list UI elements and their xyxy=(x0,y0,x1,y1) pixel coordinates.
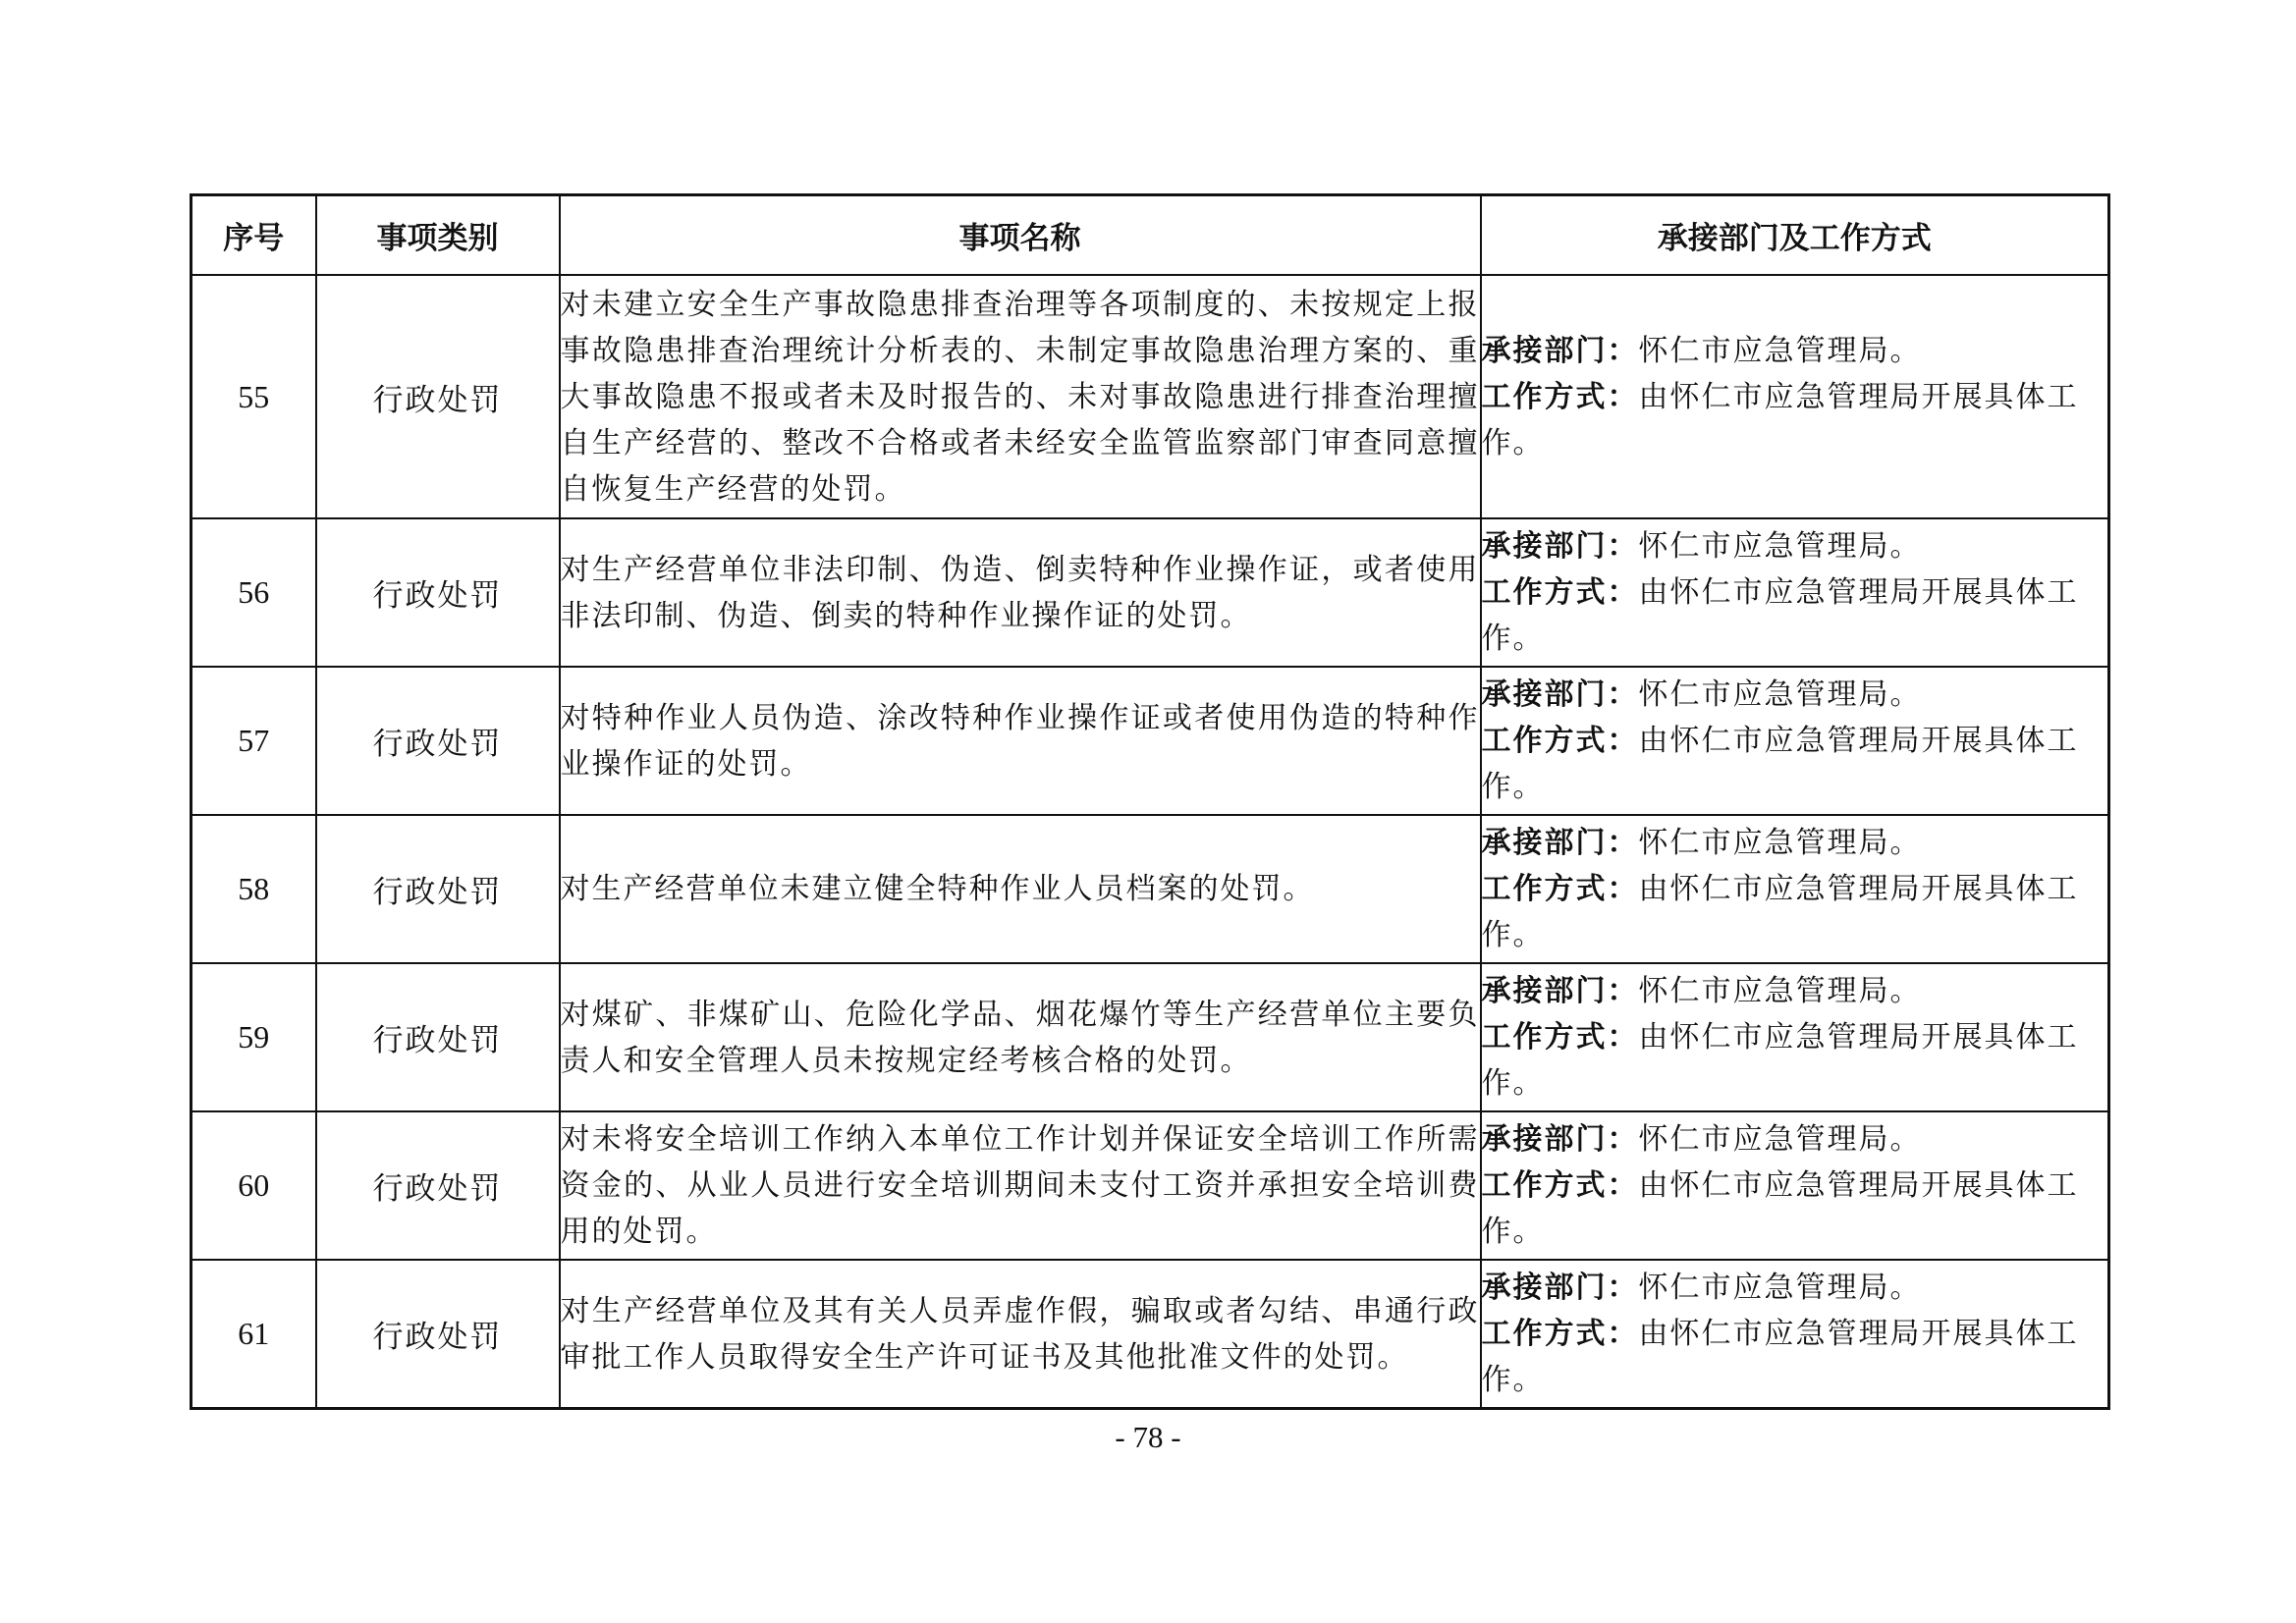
row-item-name: 对未将安全培训工作纳入本单位工作计划并保证安全培训工作所需资金的、从业人员进行安全培训期间未支付工资并承担安全培训费用的处罚。 xyxy=(560,1111,1481,1260)
row-item-name: 对生产经营单位未建立健全特种作业人员档案的处罚。 xyxy=(560,815,1481,963)
row-category: 行政处罚 xyxy=(316,1111,560,1260)
row-category: 行政处罚 xyxy=(316,518,560,667)
header-category: 事项类别 xyxy=(316,195,560,276)
table-body xyxy=(191,275,2109,1409)
method-value: 由怀仁市应急管理局开展具体工作。 xyxy=(1481,575,2079,656)
method-value: 由怀仁市应急管理局开展具体工作。 xyxy=(1481,1168,2079,1249)
department-line xyxy=(1482,968,2108,1014)
table-row xyxy=(191,1111,2109,1260)
table-row xyxy=(191,275,2109,518)
method-line xyxy=(1482,1014,2108,1107)
row-number: 57 xyxy=(191,667,316,815)
method-line xyxy=(1482,866,2108,958)
row-category: 行政处罚 xyxy=(316,815,560,963)
department-value: 怀仁市应急管理局。 xyxy=(1638,677,1922,712)
row-item-name: 对生产经营单位及其有关人员弄虚作假，骗取或者勾结、串通行政审批工作人员取得安全生产许可证书及其他批准文件的处罚。 xyxy=(560,1260,1481,1409)
header-row xyxy=(191,195,2109,276)
row-department-method xyxy=(1481,963,2109,1111)
table-row xyxy=(191,518,2109,667)
department-value: 怀仁市应急管理局。 xyxy=(1638,333,1922,368)
row-item-name: 对生产经营单位非法印制、伪造、倒卖特种作业操作证，或者使用非法印制、伪造、倒卖的特种作业操作证的处罚。 xyxy=(560,518,1481,667)
method-line xyxy=(1482,374,2108,466)
row-number: 61 xyxy=(191,1260,316,1409)
method-label: 工作方式： xyxy=(1481,379,1639,414)
header-item-name: 事项名称 xyxy=(560,195,1481,276)
items-table xyxy=(190,193,2110,1410)
row-category: 行政处罚 xyxy=(316,1260,560,1409)
department-value: 怀仁市应急管理局。 xyxy=(1638,826,1922,860)
row-item-name: 对未建立安全生产事故隐患排查治理等各项制度的、未按规定上报事故隐患排查治理统计分析表的、未制定事故隐患治理方案的、重大事故隐患不报或者未及时报告的、未对事故隐患进行排查治理擅自生产经营的、整改不合格或者未经安全监管监察部门审查同意擅自恢复生产经营的处罚。 xyxy=(560,275,1481,518)
method-value: 由怀仁市应急管理局开展具体工作。 xyxy=(1481,1317,2079,1397)
row-number: 60 xyxy=(191,1111,316,1260)
department-label: 承接部门： xyxy=(1481,1271,1639,1305)
row-department-method xyxy=(1481,1260,2109,1409)
method-label: 工作方式： xyxy=(1481,872,1639,906)
row-number: 55 xyxy=(191,275,316,518)
row-number: 56 xyxy=(191,518,316,667)
method-line xyxy=(1482,1311,2108,1403)
row-department-method xyxy=(1481,815,2109,963)
method-value: 由怀仁市应急管理局开展具体工作。 xyxy=(1481,724,2079,804)
method-value: 由怀仁市应急管理局开展具体工作。 xyxy=(1481,1020,2079,1101)
method-value: 由怀仁市应急管理局开展具体工作。 xyxy=(1481,872,2079,952)
method-line xyxy=(1482,569,2108,662)
table-row xyxy=(191,815,2109,963)
department-line xyxy=(1482,820,2108,866)
method-label: 工作方式： xyxy=(1481,724,1639,758)
table-row xyxy=(191,667,2109,815)
department-label: 承接部门： xyxy=(1481,333,1639,368)
row-item-name: 对特种作业人员伪造、涂改特种作业操作证或者使用伪造的特种作业操作证的处罚。 xyxy=(560,667,1481,815)
row-category: 行政处罚 xyxy=(316,275,560,518)
method-label: 工作方式： xyxy=(1481,1317,1639,1351)
department-label: 承接部门： xyxy=(1481,529,1639,564)
department-line xyxy=(1482,672,2108,718)
page-number: - 78 - xyxy=(1115,1420,1181,1454)
department-label: 承接部门： xyxy=(1481,1122,1639,1157)
department-value: 怀仁市应急管理局。 xyxy=(1638,1271,1922,1305)
table-header xyxy=(191,195,2109,276)
table-row xyxy=(191,963,2109,1111)
row-department-method xyxy=(1481,1111,2109,1260)
header-department-method: 承接部门及工作方式 xyxy=(1481,195,2109,276)
department-label: 承接部门： xyxy=(1481,826,1639,860)
method-value: 由怀仁市应急管理局开展具体工作。 xyxy=(1481,379,2079,460)
row-department-method xyxy=(1481,518,2109,667)
row-category: 行政处罚 xyxy=(316,667,560,815)
department-value: 怀仁市应急管理局。 xyxy=(1638,1122,1922,1157)
method-label: 工作方式： xyxy=(1481,575,1639,610)
row-number: 58 xyxy=(191,815,316,963)
department-label: 承接部门： xyxy=(1481,677,1639,712)
department-line xyxy=(1482,523,2108,569)
department-value: 怀仁市应急管理局。 xyxy=(1638,974,1922,1008)
method-line xyxy=(1482,718,2108,810)
department-line xyxy=(1482,1265,2108,1311)
row-number: 59 xyxy=(191,963,316,1111)
table-row xyxy=(191,1260,2109,1409)
method-line xyxy=(1482,1163,2108,1255)
row-department-method xyxy=(1481,667,2109,815)
method-label: 工作方式： xyxy=(1481,1168,1639,1203)
department-line xyxy=(1482,328,2108,374)
department-label: 承接部门： xyxy=(1481,974,1639,1008)
row-item-name: 对煤矿、非煤矿山、危险化学品、烟花爆竹等生产经营单位主要负责人和安全管理人员未按规定经考核合格的处罚。 xyxy=(560,963,1481,1111)
header-no: 序号 xyxy=(191,195,316,276)
row-category: 行政处罚 xyxy=(316,963,560,1111)
method-label: 工作方式： xyxy=(1481,1020,1639,1055)
department-line xyxy=(1482,1116,2108,1163)
department-value: 怀仁市应急管理局。 xyxy=(1638,529,1922,564)
row-department-method xyxy=(1481,275,2109,518)
